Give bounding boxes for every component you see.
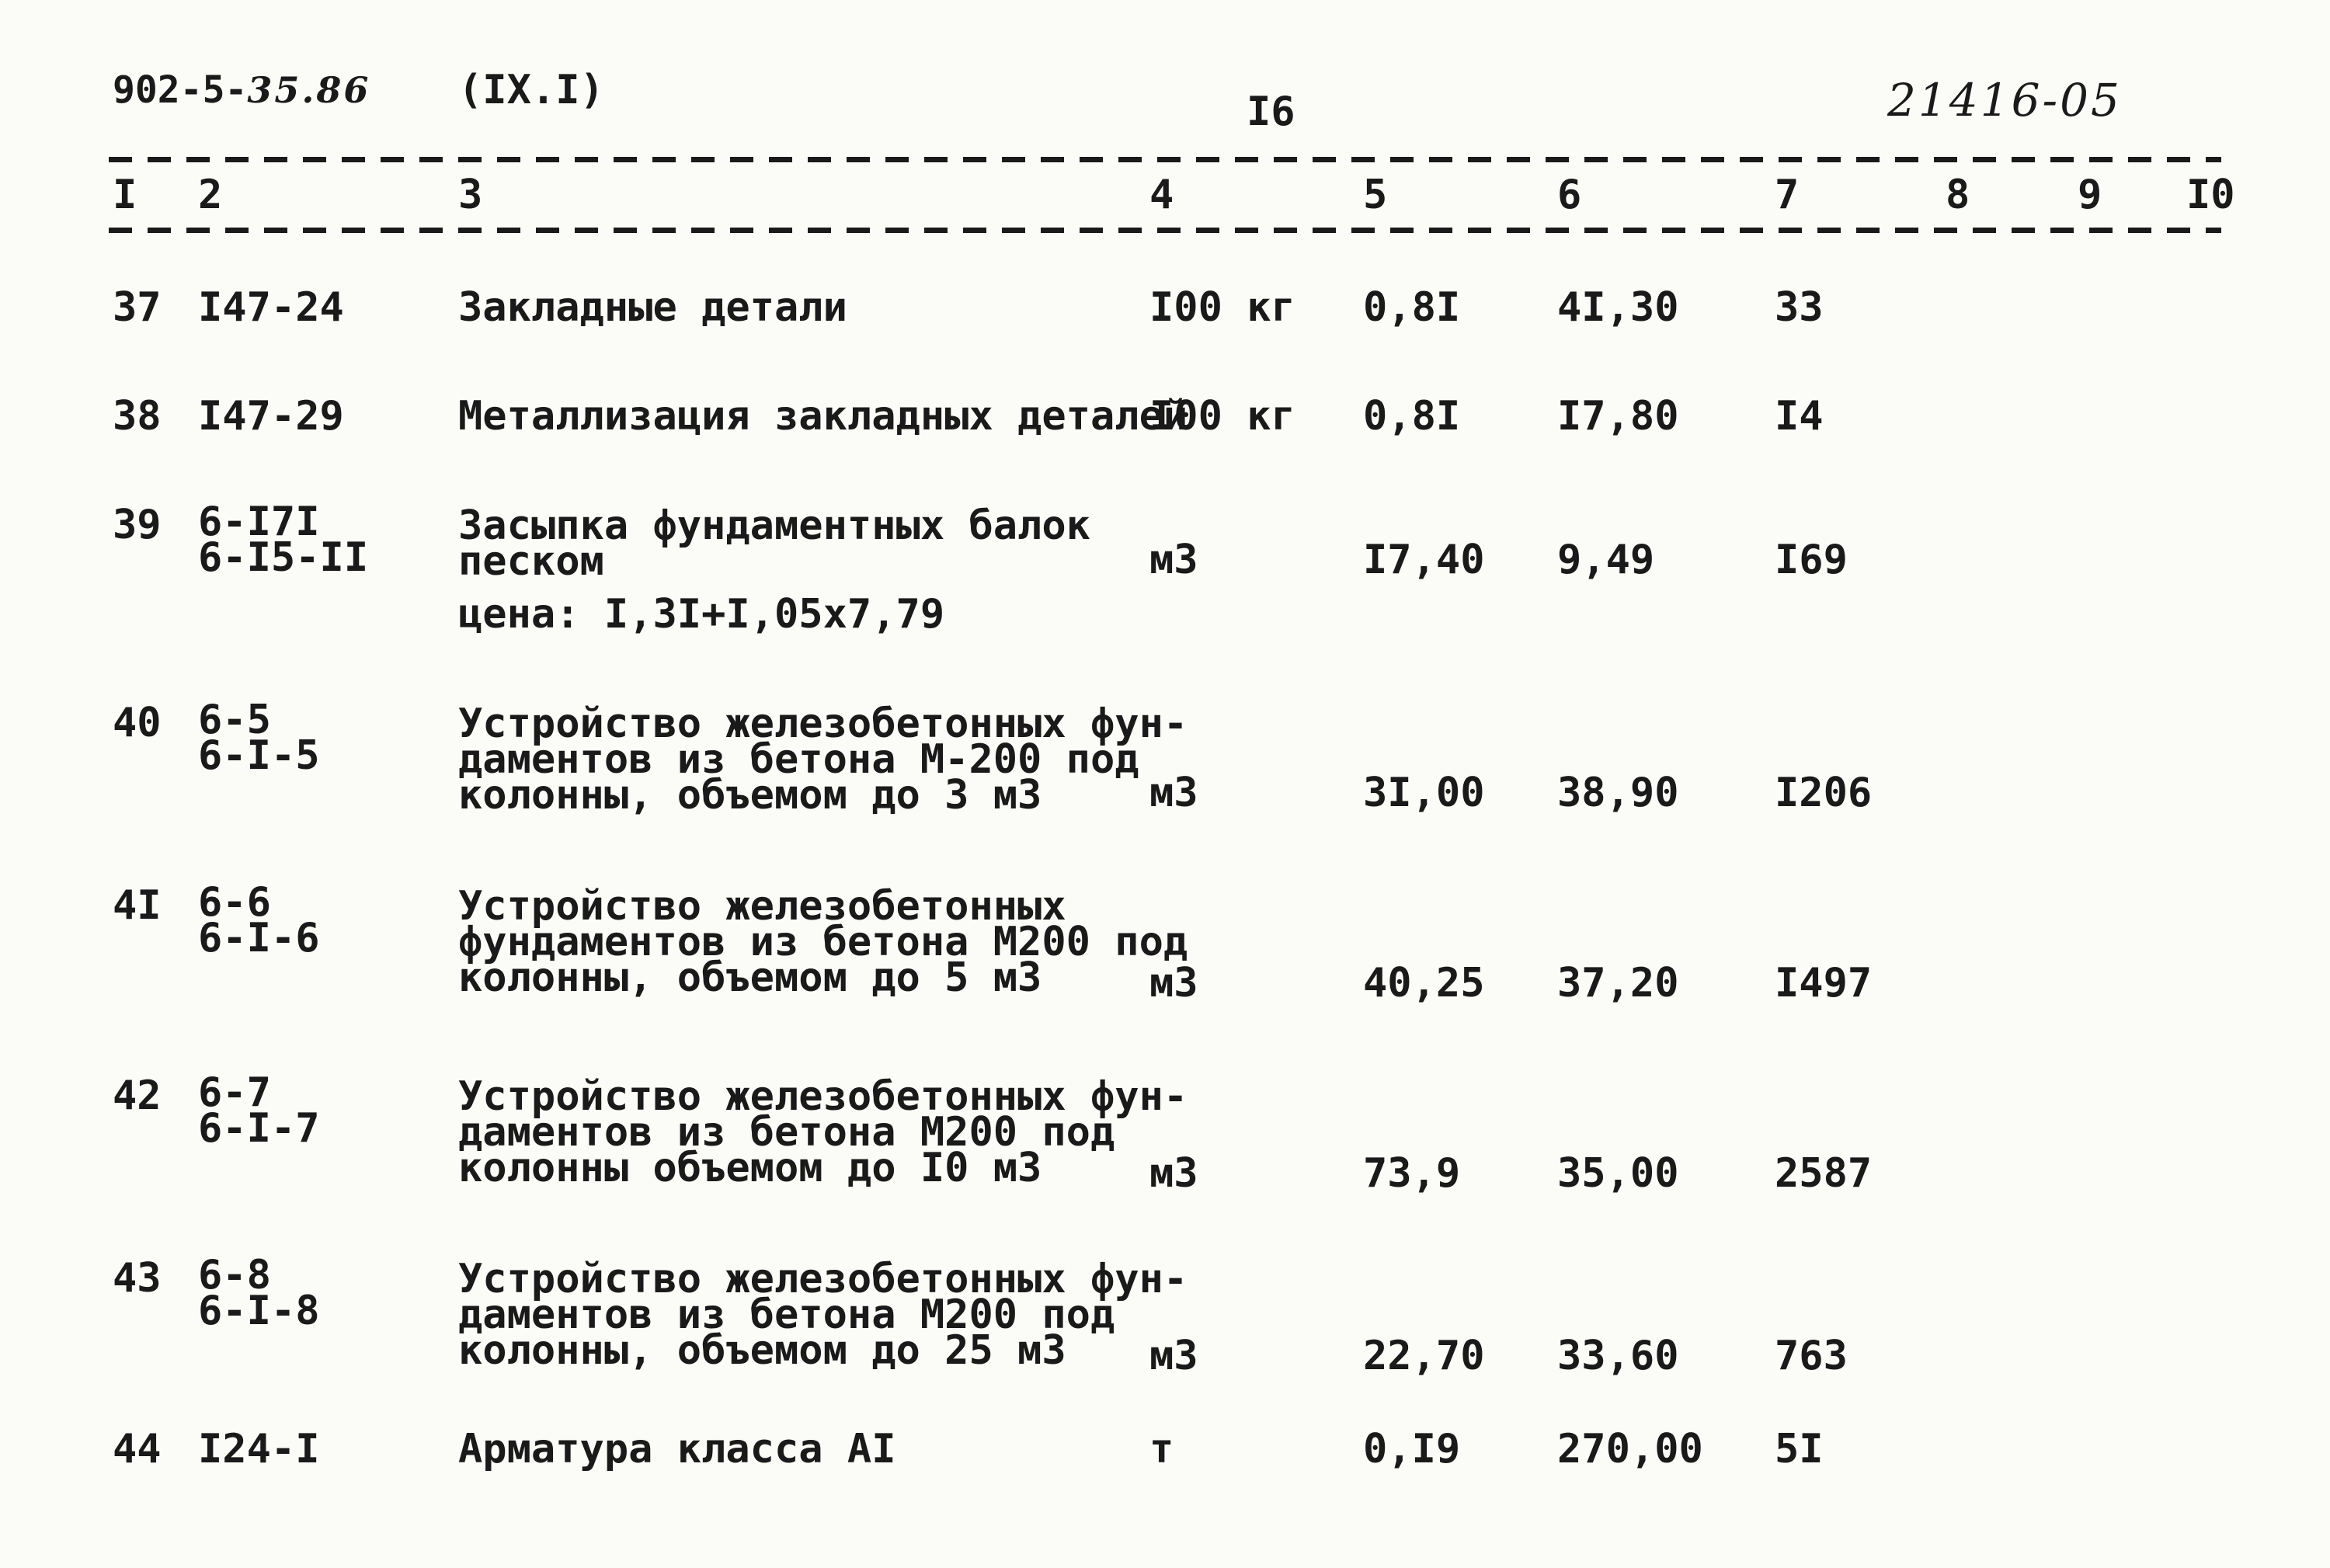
row-code: I24-I	[198, 1426, 320, 1472]
row-code: 6-6 6-I-6	[198, 879, 320, 961]
row-number: 43	[113, 1255, 162, 1302]
header-top-rule	[109, 157, 2221, 162]
row-price-note: цена: I,3I+I,05x7,79	[458, 591, 945, 638]
row-quantity: I7,40	[1363, 537, 1485, 583]
row-description: Засыпка фундаментных балок песком	[458, 502, 1090, 585]
row-number: 42	[113, 1073, 162, 1119]
row-total: 2587	[1775, 1150, 1873, 1197]
row-unit: т	[1149, 1426, 1174, 1472]
row-code: 6-8 6-I-8	[198, 1252, 320, 1334]
column-header-6: 6	[1557, 172, 1582, 218]
row-quantity: 0,8I	[1363, 393, 1461, 440]
row-description: Устройство железобетонных фундаментов из бетона М200 под колонны, объемом до 5 м3	[458, 883, 1188, 1001]
row-unit: I00 кг	[1149, 393, 1295, 440]
row-total: I4	[1775, 393, 1824, 440]
column-header-4: 4	[1149, 172, 1174, 218]
row-number: 40	[113, 700, 162, 746]
row-total: 33	[1775, 284, 1824, 331]
row-code: 6-7 6-I-7	[198, 1069, 320, 1152]
column-header-8: 8	[1946, 172, 1970, 218]
row-description: Устройство железобетонных фун- даментов из бетона М200 под колонны объемом до I0 м3	[458, 1073, 1188, 1191]
row-total: 5I	[1775, 1426, 1824, 1472]
row-total: I69	[1775, 537, 1848, 583]
row-unit-price: 9,49	[1557, 537, 1655, 583]
row-quantity: 73,9	[1363, 1150, 1461, 1197]
row-description: Закладные детали	[458, 284, 847, 331]
row-unit: м3	[1149, 1150, 1198, 1197]
section-label: (IX.I)	[458, 67, 604, 113]
row-unit-price: 37,20	[1557, 960, 1679, 1007]
document-code-handwritten: 35.86	[247, 69, 371, 111]
column-header-9: 9	[2078, 172, 2102, 218]
row-code: 6-I7I 6-I5-II	[198, 499, 369, 581]
row-unit: м3	[1149, 960, 1198, 1007]
row-total: 763	[1775, 1333, 1848, 1379]
page-number: I6	[1247, 89, 1295, 135]
row-code: I47-29	[198, 393, 344, 440]
row-code: I47-24	[198, 284, 344, 331]
row-unit: м3	[1149, 537, 1198, 583]
row-number: 39	[113, 502, 162, 548]
document-code	[113, 68, 371, 112]
row-unit-price: 35,00	[1557, 1150, 1679, 1197]
row-unit-price: 270,00	[1557, 1426, 1703, 1472]
row-number: 44	[113, 1426, 162, 1472]
column-header-2: 2	[198, 172, 223, 218]
row-quantity: 22,70	[1363, 1333, 1485, 1379]
column-header-7: 7	[1775, 172, 1800, 218]
column-header-3: 3	[458, 172, 483, 218]
column-header-10: I0	[2186, 172, 2235, 218]
column-header-1: I	[113, 172, 137, 218]
row-unit-price: 4I,30	[1557, 284, 1679, 331]
sheet-reference: 21416-05	[1887, 74, 2122, 127]
row-quantity: 0,I9	[1363, 1426, 1461, 1472]
row-code: 6-5 6-I-5	[198, 697, 320, 779]
row-unit-price: 33,60	[1557, 1333, 1679, 1379]
row-total: I497	[1775, 960, 1873, 1007]
row-unit-price: I7,80	[1557, 393, 1679, 440]
row-unit: м3	[1149, 770, 1198, 816]
column-header-5: 5	[1363, 172, 1388, 218]
row-description: Арматура класса АI	[458, 1426, 896, 1472]
row-unit: I00 кг	[1149, 284, 1295, 331]
row-number: 38	[113, 393, 162, 440]
row-unit: м3	[1149, 1333, 1198, 1379]
row-quantity: 0,8I	[1363, 284, 1461, 331]
row-description: Устройство железобетонных фун- даментов из бетона М-200 под колонны, объемом до 3 м3	[458, 701, 1188, 819]
row-quantity: 3I,00	[1363, 770, 1485, 816]
document-code-printed: 902-5-	[113, 68, 248, 112]
header-bottom-rule	[109, 228, 2221, 233]
row-quantity: 40,25	[1363, 960, 1485, 1007]
row-number: 4I	[113, 882, 162, 929]
row-description: Устройство железобетонных фун- даментов из бетона М200 под колонны, объемом до 25 м3	[458, 1256, 1188, 1374]
row-number: 37	[113, 284, 162, 331]
row-description: Металлизация закладных деталей	[458, 393, 1188, 440]
row-unit-price: 38,90	[1557, 770, 1679, 816]
row-total: I206	[1775, 770, 1873, 816]
